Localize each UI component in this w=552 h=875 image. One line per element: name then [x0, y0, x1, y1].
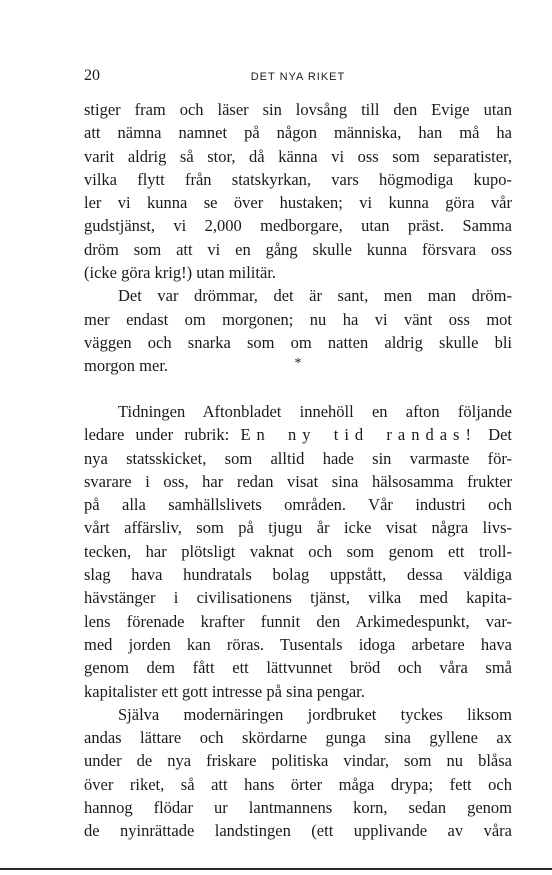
text-line: stiger fram och läser sin lovsång till den Evige utan: [84, 100, 512, 119]
text-fragment: Det: [488, 425, 513, 445]
text-line: kapitalister ett gott intresse på sina pengar.: [84, 681, 365, 701]
text-line: med jorden kan röras. Tusentals idoga arbetare hava: [84, 634, 512, 654]
text-line: Det var drömmar, det är sant, men man dröm-: [118, 286, 512, 306]
text-block-bottom: [84, 400, 512, 843]
page-header: [84, 66, 512, 86]
paragraph-1: [84, 98, 512, 284]
text-line: [84, 423, 512, 446]
page-edge-rule: [0, 868, 552, 870]
running-title: DET NYA RIKET: [250, 71, 346, 83]
paragraph-4: [84, 703, 512, 843]
text-line: dröm som att vi en gång skulle kunna försvara oss: [84, 239, 512, 259]
section-separator: *: [294, 356, 302, 371]
page-number: 20: [84, 67, 100, 84]
text-line: Tidningen Aftonbladet innehöll en afton följande: [118, 402, 512, 421]
text-line: tecken, har plötsligt vaknat och som genom ett troll-: [84, 541, 512, 561]
text-line: ler vi kunna se över hustaken; vi kunna göra vår: [84, 193, 512, 213]
text-line: svarare i oss, har redan visat sina hälsosamma frukter: [84, 471, 512, 491]
text-line: (icke göra krig!) utan militär.: [84, 263, 276, 283]
text-line: under de nya friskare politiska vindar, som nu blåsa: [84, 751, 512, 771]
text-line: andas lättare och skördarne gunga sina gyllene ax: [84, 728, 512, 748]
text-line: slag hava hundratals bolag uppstått, dessa väldiga: [84, 565, 512, 585]
paragraph-3: [84, 400, 512, 703]
text-line: på alla samhällslivets områden. Vår industri och: [84, 495, 512, 515]
text-line: morgon mer.: [84, 356, 169, 376]
text-line: lens förenade krafter funnit den Arkimedespunkt, var-: [84, 611, 512, 631]
text-line: nya statsskicket, som alltid hade sin varmaste för-: [84, 448, 512, 468]
text-line: vårt affärsliv, som på tjugu år icke visat några livs-: [84, 518, 512, 538]
text-line: Själva modernäringen jordbruket tyckes liksom: [118, 704, 512, 724]
text-block-top: [84, 98, 512, 378]
text-line: de nyinrättade landstingen (ett upplivande av våra: [84, 821, 512, 841]
text-line: hannog flödar ur lantmannens korn, sedan genom: [84, 798, 512, 818]
text-line: att nämna namnet på någon människa, han må ha: [84, 123, 512, 143]
text-line: hävstänger i civilisationens tjänst, vilka med kapita-: [84, 588, 512, 608]
text-line: genom dem fått ett lättvunnet bröd och våra små: [84, 658, 512, 678]
emphasized-headline: En ny tid randas!: [240, 425, 477, 445]
text-line: vilka flytt från statskyrkan, vars högmodiga kupo-: [84, 169, 512, 189]
text-fragment: ledare under rubrik:: [84, 425, 230, 445]
text-line: gudstjänst, vi 2,000 medborgare, utan präst. Samma: [84, 216, 512, 236]
text-line: över riket, så att hans örter måga drypa; fett och: [84, 774, 512, 794]
text-line: mer endast om morgonen; nu ha vi vänt oss mot: [84, 309, 512, 329]
text-line: väggen och snarka som om natten aldrig skulle bli: [84, 332, 512, 352]
text-line: varit aldrig så stor, då känna vi oss som separatister,: [84, 146, 512, 166]
